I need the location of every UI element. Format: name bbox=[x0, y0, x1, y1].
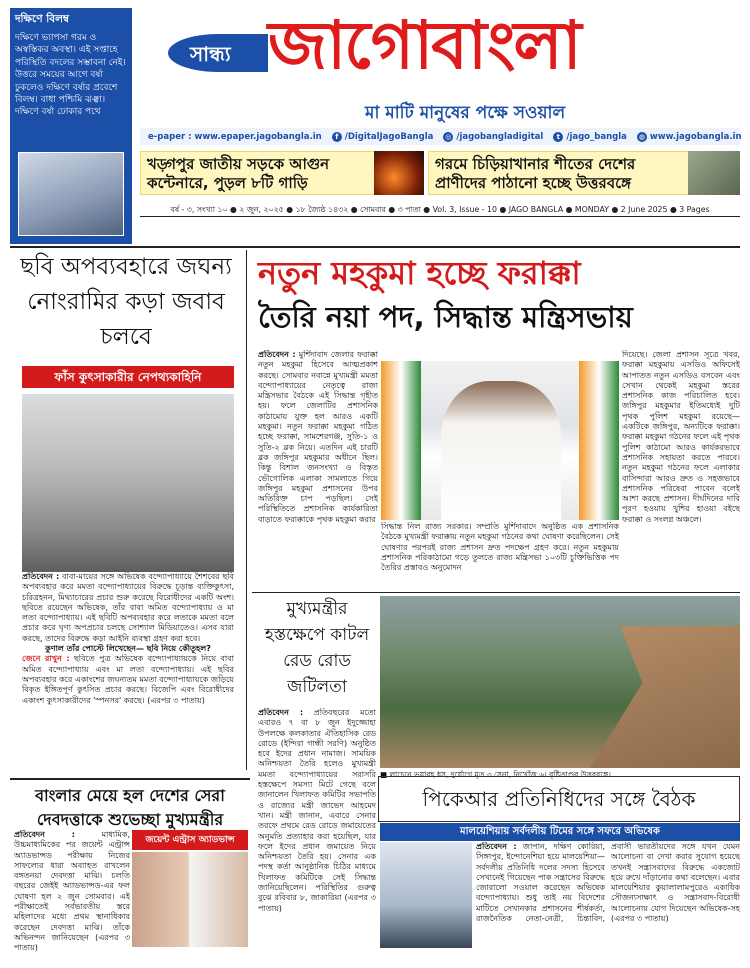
abhishek-photo bbox=[380, 842, 472, 948]
cm-press-photo bbox=[381, 361, 619, 520]
cm-story-headline: মুখ্যমন্ত্রীর হস্তক্ষেপে কাটল রেড রোড জটিলতা bbox=[264, 599, 370, 697]
divider bbox=[252, 592, 740, 593]
flag bbox=[579, 361, 619, 520]
continued-label[interactable]: (এরপর ৩ পাতায়) bbox=[258, 893, 376, 913]
bottom-left-headline: বাংলার মেয়ে হল দেশের সেরা দেবদত্তাকে শুভেচ্ছা মুখ্যমন্ত্রীর bbox=[35, 786, 225, 829]
landslide-scar bbox=[590, 626, 740, 768]
promo-2-photo bbox=[688, 151, 740, 195]
story-text: সিদ্ধান্ত নিল রাজ্য সরকার। সম্প্রতি মুর্শিদাবাদে অনুষ্ঠিত এক প্রশাসনিক বৈঠকে মুখ্যমন্ত্রী ফরাক্কায় নতুন মহকুমা গঠনের কথা ঘোষণা করেছিলেন। সেই ঘোষণার পরপরই রাজ্য প্রশাসন দ্রুত পদক্ষেপ গ্রহণ করে। নতুন মহকুমায় প্রশাসনিক পরিকাঠামো গড়ে তুলতে রাজ্য মন্ত্রিসভা ১০৩টি চুক্তিভিত্তিক পদ তৈরির প্রস্তাবও অনুমোদন bbox=[381, 522, 619, 573]
jee-photos bbox=[132, 852, 248, 947]
left-story-headline: ছবি অপব্যবহারে জঘন্য নোংরামির কড়া জবাব চলবে bbox=[20, 254, 232, 350]
masthead-title: জাগোবাংলা bbox=[268, 7, 580, 84]
main-headline: নতুন মহকুমা হচ্ছে ফরাক্কা bbox=[258, 254, 581, 292]
story-lead: প্রতিবেদন : bbox=[258, 708, 304, 717]
promo-2-text: গরমে চিড়িয়াখানার শীতের দেশের প্রাণীদের পাঠানো হচ্ছে উত্তরবঙ্গে bbox=[435, 155, 636, 192]
divider bbox=[140, 216, 740, 217]
story-text: মাধ্যমিক, উচ্চমাধ্যমিকের পর জয়েন্ট এন্ট্রান্স অ্যাডভান্সড পরীক্ষায় নিজের সাফল্যের ধারা অব্যাহত রাখলেন বঙ্গতনয়া দেবদত্তা মাঝি। চলতি বছরের জেইই অ্যাডভান্সড-এর ফল ঘোষণা হল ২ জুন সোমবার। এই পরীক্ষাতেই সর্বভারতীয় স্তরে মহিলাদের মধ্যে প্রথম স্থানাধিকার করেছেন দেবদত্তা মাঝি। তাঁকে অভিনন্দন জানিয়েছেন bbox=[14, 830, 130, 942]
continued-label[interactable]: (এরপর ৩ পাতায়) bbox=[14, 932, 130, 953]
story-lead: প্রতিবেদন : bbox=[258, 350, 296, 359]
epaper-link[interactable]: e-paper : www.epaper.jagobangla.in bbox=[148, 131, 322, 142]
column-divider bbox=[246, 250, 247, 770]
bottom-right-headline: পিকেআর প্রতিনিধিদের সঙ্গে বৈঠক bbox=[378, 776, 740, 822]
masthead bbox=[140, 4, 740, 124]
story-text: মুর্শিদাবাদ জেলার ফরাক্কা নতুন মহকুমা হিসেবে আত্মপ্রকাশ করছে। সোমবার নবান্নে মুখ্যমন্ত্রী মমতা বন্দ্যোপাধ্যায়ের নেতৃত্বে রাজ্য মন্ত্রিসভার বৈঠকে এই সিদ্ধান্ত গৃহীত হয়। ফলে জেলাটির প্রশাসনিক কাঠামোয় যুক্ত হল আরও একটি মহকুমা। নতুন ফরাক্কা মহকুমা গঠিত হচ্ছে ফরাক্কা, সামশেরগঞ্জ, সুতি-১ ও সুতি-২ ব্লক নিয়ে। এতদিন এই চারটি ব্লক জঙ্গিপুর মহকুমার অধীনে ছিল। কিন্তু বিশাল জনসংখ্যা ও বিস্তৃত ভৌগোলিক এলাকা সামলাতে গিয়ে জঙ্গিপুর মহকুমা প্রশাসনের উপর অতিরিক্ত চাপ পড়ছিল। সেই পরিস্থিতিতে প্রশাসনিক কার্যকারিতা বাড়াতে ফরাক্কাকে পৃথক মহকুমা করার bbox=[258, 350, 378, 524]
cm-story-body bbox=[258, 708, 376, 968]
story-text: প্রতিবছরের মতো এবারও ৭ বা ৮ জুন ইদুজ্জোহা উপলক্ষে কলকাতার ঐতিহাসিক রেড রোডে (ইন্দিরা গান্ধী সরণি) অনুষ্ঠিত হবে ইদের প্রধান নামাজ। সাময়িক অনিশ্চয়তা তৈরি হলেও মুখ্যমন্ত্রী মমতা বন্দ্যোপাধ্যায়ের সরাসরি হস্তক্ষেপে সমস্যা মিটে গেছে বলে জানালেন খিলাফত কমিটির সভাপতি ও রাজ্যের মন্ত্রী জাভেদ আহমেদ খান। মন্ত্রী জানান, এবারে সেনার তরফে প্রথমে রেড রোডে জমায়েতের অনুমতি প্রত্যাহার করা হয়েছিল, যার ফলে ইদের প্রধান জমায়েত নিয়ে অনিশ্চয়তা তৈরি হয়। সেনার এক পদস্থ কর্তা আনুষ্ঠানিক চিঠির মাধ্যমে খিলাফত কমিটিকে সেই সিদ্ধান্ত জানিয়েছিলেন। পরিস্থিতির গুরুত্ব বুঝে রবিবার ৮, জাকারিয়া bbox=[258, 708, 376, 903]
masthead-slogan: মা মাটি মানুষের পক্ষে সওয়াল bbox=[365, 103, 566, 123]
quote-line: কুণাল তাঁর পোস্টে লিখেছেন— ছবি নিয়ে কৌতূহল? bbox=[45, 644, 211, 654]
left-story-bar: ফাঁস কুৎসাকারীর নেপথ্যকাহিনি bbox=[22, 366, 234, 388]
facebook-handle: /DigitalJagoBangla bbox=[344, 131, 434, 142]
jun-label: জেনে রাখুন : bbox=[22, 654, 70, 664]
story-lead: প্রতিবেদন : bbox=[476, 842, 517, 851]
story-text: বাবা-মায়ের সঙ্গে অভিষেক বন্দ্যোপাধ্যায়ে শৈশবের ছবি অপব্যবহার করে মমতা বন্দ্যোপাধ্যায়ের বিরুদ্ধে চূড়ান্ত ব্যক্তিকুৎসা, চরিত্রহনন, মিথ্যাচারের প্রচার শুরু করেছে বিরোধীদের একটি অংশ। ছবিতে রয়েছেন অভিষেক, তাঁর বাবা অমিত বন্দ্যোপাধ্যায় ও মা লতা বন্দ্যোপাধ্যায়। এই ছবিটি অপব্যবহার করে লতাকে মমতা বলে প্রচার করে ঘৃণ্য অপপ্রচার চলছে সোশ্যাল মিডিয়াতেও। এসব যারা করছে, তাদের বিরুদ্ধে কড়া আইনি ব্যবস্থা গ্রহণ করা হবে। bbox=[22, 572, 234, 643]
promo-1-photo bbox=[374, 151, 424, 195]
twitter-link[interactable] bbox=[553, 132, 627, 142]
story-text: দিয়েছে। জেলা প্রশাসন সূত্রে খবর, ফরাক্কা মহকুমায় এসডিও অফিসেই আপাতত নতুন এসডিও বসবেন এবং সেখান থেকেই মহকুমা স্তরের প্রশাসনিক কাজ পরিচালিত হবে। জঙ্গিপুর মহকুমার ইতিমধ্যেই দুটি পৃথক পুলিশ মহকুমা রয়েছে— একটিকে জঙ্গিপুর, অন্যটিকে ফরাক্কা। ফরাক্কা মহকুমা গঠনের ফলে এই পৃথক পুলিশ কাঠামো আরও কার্যকরভাবে প্রশাসনিক সহায়তা করতে পারবে। নতুন মহকুমা গঠনের ফলে এলাকার বাসিন্দারা আরও দ্রুত ও সহজভাবে প্রশাসনিক পরিষেবা পাবেন বলেই আশা করছে প্রশাসন। দীর্ঘদিনের দাবি পূরণ হওয়ায় খুশির হাওয়া বইছে ফরাক্কা ও সংলগ্ন অঞ্চলে। bbox=[622, 350, 740, 524]
promo-1-text: খড়্গপুর জাতীয় সড়কে আগুন কন্টেনারে, পুড়ল ৮টি গাড়ি bbox=[147, 155, 330, 192]
jee-advanced-label: জয়েন্ট এন্ট্রাস অ্যাডভান্স bbox=[132, 830, 248, 850]
website-url: www.jagobangla.in bbox=[649, 131, 742, 142]
jun-text: ছবিতে পুত্র অভিষেক বন্দ্যোপাধ্যায়কে নিয়ে বাবা অমিত বন্দ্যোপাধ্যায় এবং মা লতা বন্দ্যোপাধ্যায়। এই ছবির অপব্যবহার করে একাংশের জঘন্যতম মমতা বন্দ্যোপাধ্যায়কে জড়িয়ে বিকৃত ইঙ্গিতপূর্ণ কুৎসিত প্রচার করছে। বিজেপি এবং বিরোধীদের একাংশ কুৎসাকারীদের 'স্পনসর' করছে। bbox=[22, 654, 234, 705]
main-subheadline: তৈরি নয়া পদ, সিদ্ধান্ত মন্ত্রিসভায় bbox=[258, 300, 633, 334]
left-story-body bbox=[22, 572, 234, 767]
globe-icon: ◍ bbox=[638, 132, 645, 141]
family-photo bbox=[22, 394, 234, 572]
facebook-icon: f bbox=[332, 132, 342, 142]
landslide-photo bbox=[380, 596, 740, 768]
dateline: বর্ষ - ৩, সংখ্যা ১০ ● ২ জুন, ২০২৫ ● ১৮ জ্যৈষ্ঠ ১৪৩২ ● সোমবার ● ৩ পাতা ● Vol. 3, Issue - 10 ● JAGO BANGLA ● MONDAY ● 2 June 2025 ● 3 Pages bbox=[170, 205, 710, 214]
ear-text: দক্ষিণে ভ্যাপসা গরম ও অস্বস্তিকর অবস্থা। এই সপ্তাহে পরিস্থিতি বদলের সম্ভাবনা নেই। উত্তরে সময়ের আগে বর্ষা ঢুকলেও দক্ষিণে বর্ষার প্রবেশে বিলম্ব। বাধা পশ্চিমি ঝঞ্ঝা। দক্ষিণে বর্ষা ঢোকার পথে bbox=[15, 33, 126, 118]
bottom-left-body bbox=[14, 830, 130, 953]
divider bbox=[10, 778, 250, 780]
instagram-link[interactable] bbox=[443, 132, 543, 142]
main-story-col3 bbox=[622, 350, 740, 590]
continued-label[interactable]: (এরপর ৩ পাতায়) bbox=[611, 914, 669, 924]
facebook-link[interactable] bbox=[332, 132, 434, 142]
instagram-icon: ◎ bbox=[445, 132, 452, 141]
bottom-right-body bbox=[476, 842, 740, 952]
cm-figure bbox=[441, 381, 561, 520]
main-story-col2 bbox=[381, 522, 619, 590]
flag bbox=[381, 361, 421, 520]
landslide-caption: ■ লাচেনে ভয়াবহ ধস, দুর্যোগে মৃত ৩ সেনা, নিখোঁজ ৬। বৃষ্টিতাণ্ডব উত্তরবঙ্গে। bbox=[380, 770, 611, 779]
main-story-col1 bbox=[258, 350, 378, 590]
story-lead: প্রতিবেদন : bbox=[22, 572, 60, 581]
story-text: জাপান, দক্ষিণ কোরিয়া, সিঙ্গাপুর, ইন্দোনেশিয়া হয়ে মালয়েশিয়া— সর্বদলীয় প্রতিনিধি দলের সদস্য হিসেবে সেখানেই গিয়েছেন পাক সন্ত্রাসের বিরুদ্ধে জোরালো সওয়াল করেছেন অভিষেক বন্দ্যোপাধ্যায়। শুধু তাই নয় বিদেশের মাটিতে সেখানকার প্রশাসনের শীর্ষকর্তা, রাজনৈতিক নেতা-নেত্রী, চিন্তাবিদ, প্রবাসী ভারতীয়দের সঙ্গে যখন যেমন আলোচনা বা দেখা করার সুযোগ হয়েছে তখনই সন্ত্রাসবাদের বিরুদ্ধে একজোট হয়ে রুখে দাঁড়ানোর কথা বলেছেন। এবার মালয়েশিয়ার কুয়ালালামপুরেও একাধিক সৌজন্যসাক্ষাৎ ও সন্ত্রাসবাদ-বিরোধী আলোচনায় যোগ দিয়েছেন অভিষেক-সহ bbox=[476, 842, 740, 924]
twitter-icon: t bbox=[553, 132, 563, 142]
info-bar bbox=[140, 128, 740, 145]
website-link[interactable] bbox=[637, 132, 742, 142]
divider bbox=[10, 246, 740, 248]
continued-label[interactable]: (এরপর ৩ পাতায়) bbox=[147, 695, 205, 705]
story-lead: প্রতিবেদন : bbox=[14, 830, 75, 839]
twitter-handle: /jago_bangla bbox=[566, 131, 627, 142]
ear-photo bbox=[18, 152, 124, 236]
ear-heading: দক্ষিণে বিলম্ব bbox=[15, 13, 70, 25]
masthead-sandhya: সান্ধ্য bbox=[168, 34, 268, 72]
bottom-right-bar: মালয়েশিয়ায় সর্বদলীয় টিমের সঙ্গে সফরে অভিষেক bbox=[380, 823, 740, 841]
instagram-handle: /jagobangladigital bbox=[456, 131, 544, 142]
